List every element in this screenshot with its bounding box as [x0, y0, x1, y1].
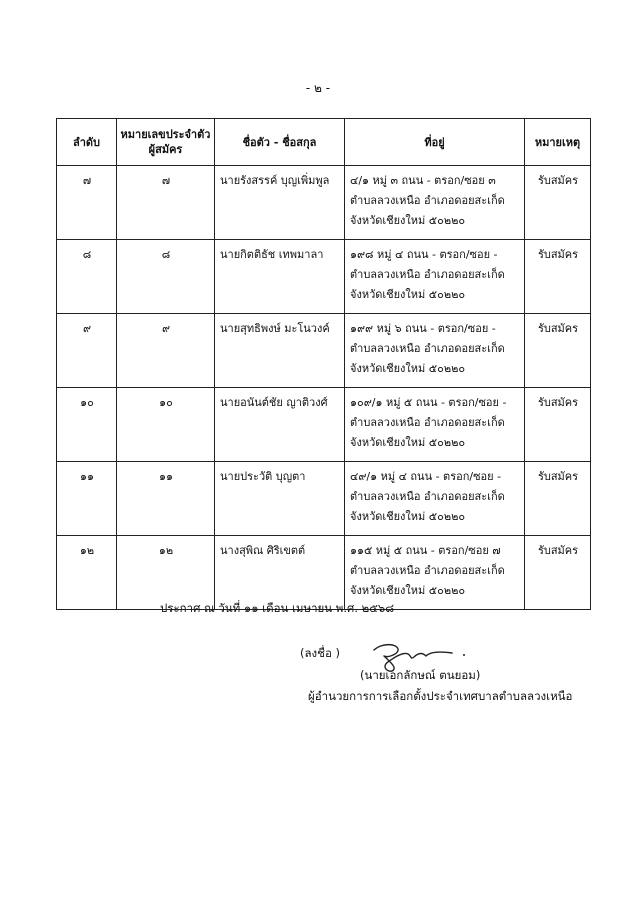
cell-order: ๙	[57, 314, 117, 388]
address-line: ตำบลลวงเหนือ อำเภอดอยสะเก็ด	[350, 416, 505, 429]
table-row	[57, 462, 591, 536]
table-row	[57, 240, 591, 314]
cell-number: ๙	[117, 314, 215, 388]
cell-address	[345, 240, 525, 314]
address-line: ๑๐๙/๑ หมู่ ๕ ถนน - ตรอก/ซอย -	[350, 396, 507, 409]
cell-number: ๗	[117, 166, 215, 240]
header-candidate-number-line1: หมายเลขประจำตัว	[120, 128, 211, 141]
cell-order: ๘	[57, 240, 117, 314]
cell-number: ๘	[117, 240, 215, 314]
address-line: ๔๙/๑ หมู่ ๔ ถนน - ตรอก/ซอย -	[350, 470, 502, 483]
candidate-table	[56, 118, 591, 610]
address-line: จังหวัดเชียงใหม่ ๕๐๒๒๐	[350, 510, 466, 523]
cell-name: นายประวัติ บุญตา	[215, 462, 345, 536]
header-remark: หมายเหตุ	[525, 119, 591, 166]
signer-name: (นายเอกลักษณ์ ตนยอม)	[360, 668, 481, 682]
address-line: จังหวัดเชียงใหม่ ๕๐๒๒๐	[350, 584, 466, 597]
header-order: ลำดับ	[57, 119, 117, 166]
address-line: ๔/๑ หมู่ ๓ ถนน - ตรอก/ซอย ๓	[350, 174, 496, 187]
cell-order: ๑๐	[57, 388, 117, 462]
announcement-date: ประกาศ ณ วันที่ ๑๑ เดือน เมษายน พ.ศ. ๒๕๖๘	[160, 601, 395, 615]
address-line: จังหวัดเชียงใหม่ ๕๐๒๒๐	[350, 214, 466, 227]
cell-remark: รับสมัคร	[525, 536, 591, 610]
cell-address	[345, 166, 525, 240]
cell-name: นางสุพิณ ศิริเขตต์	[215, 536, 345, 610]
cell-order: ๑๑	[57, 462, 117, 536]
cell-number: ๑๐	[117, 388, 215, 462]
address-line: จังหวัดเชียงใหม่ ๕๐๒๒๐	[350, 288, 466, 301]
cell-remark: รับสมัคร	[525, 462, 591, 536]
address-line: ตำบลลวงเหนือ อำเภอดอยสะเก็ด	[350, 194, 505, 207]
cell-address	[345, 388, 525, 462]
table-row	[57, 166, 591, 240]
header-name: ชื่อตัว - ชื่อสกุล	[215, 119, 345, 166]
address-line: ตำบลลวงเหนือ อำเภอดอยสะเก็ด	[350, 342, 505, 355]
table-row	[57, 536, 591, 610]
header-candidate-number-line2: ผู้สมัคร	[148, 143, 183, 156]
cell-name: นายกิตติธัช เทพมาลา	[215, 240, 345, 314]
cell-remark: รับสมัคร	[525, 314, 591, 388]
cell-number: ๑๒	[117, 536, 215, 610]
cell-address	[345, 314, 525, 388]
cell-name: นายสุทธิพงษ์ มะโนวงค์	[215, 314, 345, 388]
address-line: ๑๙๙ หมู่ ๖ ถนน - ตรอก/ซอย -	[350, 322, 496, 335]
address-line: ตำบลลวงเหนือ อำเภอดอยสะเก็ด	[350, 564, 505, 577]
signer-title: ผู้อำนวยการการเลือกตั้งประจำเทศบาลตำบลลวงเหนือ	[308, 689, 573, 703]
address-line: จังหวัดเชียงใหม่ ๕๐๒๒๐	[350, 436, 466, 449]
cell-order: ๑๒	[57, 536, 117, 610]
cell-order: ๗	[57, 166, 117, 240]
table-row	[57, 314, 591, 388]
cell-address	[345, 462, 525, 536]
address-line: ตำบลลวงเหนือ อำเภอดอยสะเก็ด	[350, 268, 505, 281]
cell-address	[345, 536, 525, 610]
cell-name: นายอนันต์ชัย ญาติวงศ์	[215, 388, 345, 462]
address-line: ๑๑๕ หมู่ ๕ ถนน - ตรอก/ซอย ๗	[350, 544, 501, 557]
table-row	[57, 388, 591, 462]
address-line: ๑๙๘ หมู่ ๔ ถนน - ตรอก/ซอย -	[350, 248, 498, 261]
header-address: ที่อยู่	[345, 119, 525, 166]
address-line: ตำบลลวงเหนือ อำเภอดอยสะเก็ด	[350, 490, 505, 503]
cell-remark: รับสมัคร	[525, 166, 591, 240]
signed-label: (ลงชื่อ )	[300, 646, 341, 660]
cell-name: นายรังสรรค์ บุญเพิ่มพูล	[215, 166, 345, 240]
table-header-row	[57, 119, 591, 166]
cell-remark: รับสมัคร	[525, 240, 591, 314]
address-line: จังหวัดเชียงใหม่ ๕๐๒๒๐	[350, 362, 466, 375]
header-candidate-number	[117, 119, 215, 166]
page-number: - ๒ -	[305, 81, 331, 95]
cell-remark: รับสมัคร	[525, 388, 591, 462]
cell-number: ๑๑	[117, 462, 215, 536]
